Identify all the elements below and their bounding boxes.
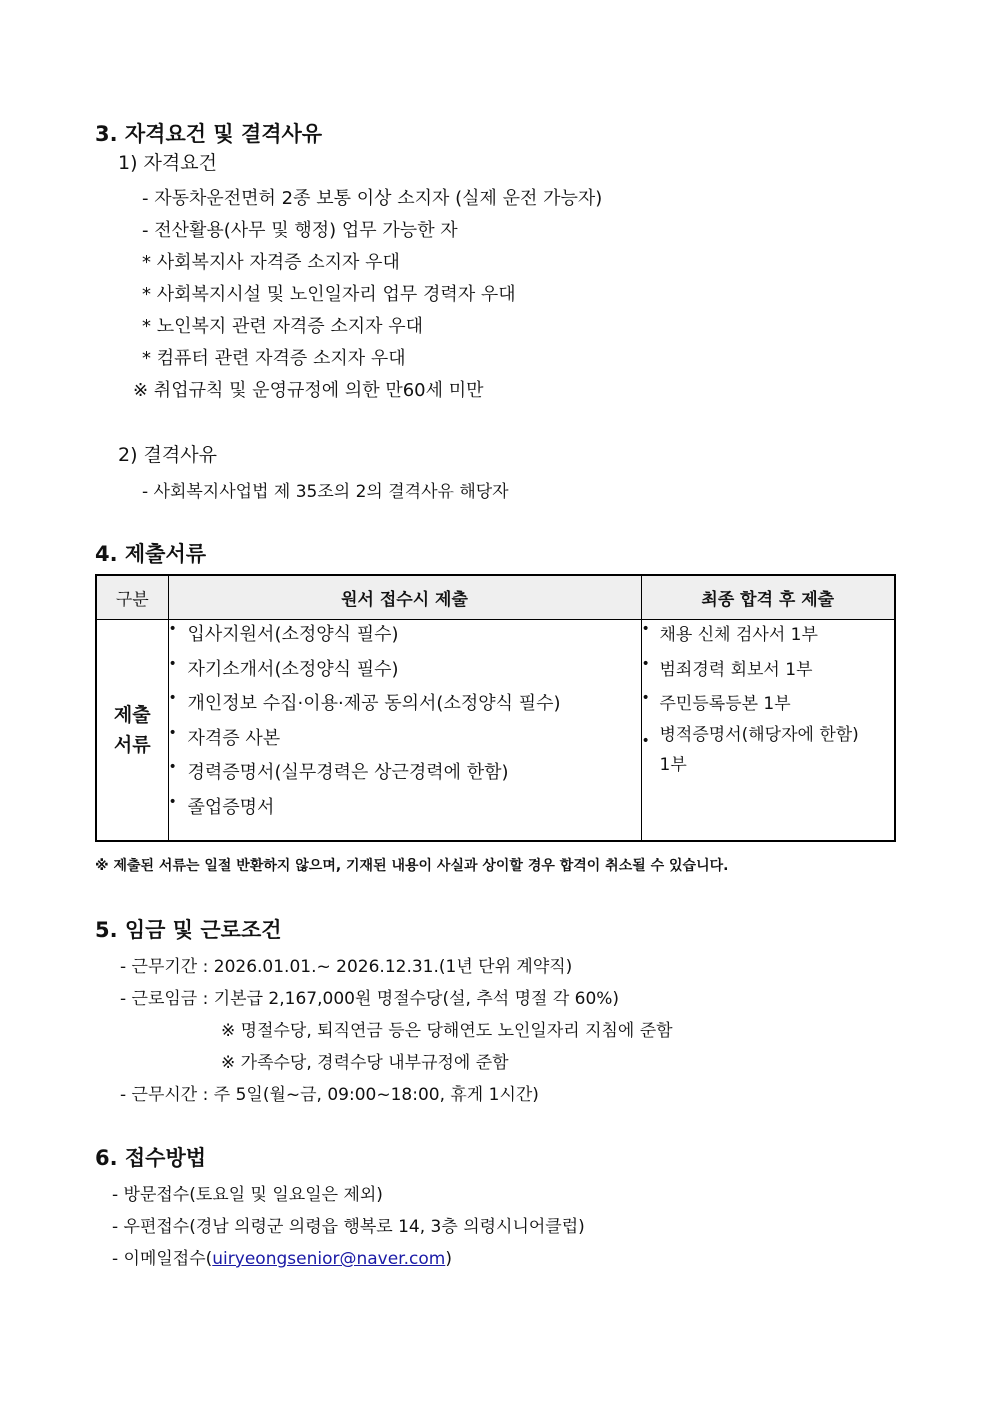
work-period: - 근무기간 : 2026.01.01.~ 2026.12.31.(1년 단위 계약직)	[120, 957, 573, 977]
application-docs-cell	[168, 620, 641, 842]
bullet-icon: •	[641, 690, 650, 706]
bullet-icon: •	[168, 690, 177, 706]
list-item: • 범죄경력 회보서 1부	[641, 655, 813, 680]
wage: - 근로임금 : 기본급 2,167,000원 명절수당(설, 추석 명절 각 60%)	[120, 989, 620, 1009]
disqualification-item: - 사회복지사업법 제 35조의 2의 결격사유 해당자	[142, 482, 509, 502]
qualification-item: * 노인복지 관련 자격증 소지자 우대	[142, 316, 424, 337]
email-link[interactable]: uiryeongsenior@naver.com	[212, 1249, 446, 1269]
bullet-icon: •	[168, 724, 177, 741]
qualification-title: 1) 자격요건	[118, 152, 217, 174]
bullet-icon: •	[168, 655, 177, 672]
visit-submission: - 방문접수(토요일 및 일요일은 제외)	[112, 1185, 383, 1205]
email-submission	[112, 1244, 452, 1269]
table-note: ※ 제출된 서류는 일절 반환하지 않으며, 기재된 내용이 사실과 상이할 경우 합격이 취소될 수 있습니다.	[95, 858, 729, 874]
age-note: ※ 취업규칙 및 운영규정에 의한 만60세 미만	[133, 380, 484, 401]
qualification-item: * 컴퓨터 관련 자격증 소지자 우대	[142, 348, 406, 369]
email-prefix: - 이메일접수(	[112, 1249, 213, 1269]
list-item: • 병적증명서(해당자에 한함) 1부	[641, 724, 859, 775]
bullet-icon: •	[168, 793, 177, 810]
documents-table	[95, 574, 896, 842]
section-6-title: 6. 접수방법	[95, 1146, 207, 1170]
qualification-item: * 사회복지시설 및 노인일자리 업무 경력자 우대	[142, 284, 516, 305]
bullet-icon: •	[641, 732, 650, 749]
qualification-item: * 사회복지사 자격증 소지자 우대	[142, 252, 400, 273]
list-item: • 주민등록등본 1부	[641, 690, 791, 714]
wage-note: ※ 가족수당, 경력수당 내부규정에 준함	[221, 1053, 509, 1073]
table-header-application: 원서 접수시 제출	[168, 575, 641, 620]
list-item: • 경력증명서(실무경력은 상근경력에 한함)	[168, 759, 509, 783]
list-item: • 졸업증명서	[168, 793, 275, 818]
wage-note: ※ 명절수당, 퇴직연금 등은 당해연도 노인일자리 지침에 준함	[221, 1021, 673, 1041]
section-3-title: 3. 자격요건 및 결격사유	[95, 122, 323, 146]
final-docs-cell	[641, 620, 895, 842]
section-5-title: 5. 임금 및 근로조건	[95, 918, 282, 942]
mail-submission: - 우편접수(경남 의령군 의령읍 행복로 14, 3층 의령시니어클럽)	[112, 1217, 585, 1237]
list-item: • 개인정보 수집·이용·제공 동의서(소정양식 필수)	[168, 690, 561, 714]
row-label-line: 서류	[113, 734, 151, 756]
bullet-icon: •	[641, 655, 650, 672]
bullet-icon: •	[641, 621, 650, 637]
list-item: • 자기소개서(소정양식 필수)	[168, 655, 399, 680]
list-item: • 채용 신체 검사서 1부	[641, 621, 818, 645]
qualification-item: - 전산활용(사무 및 행정) 업무 가능한 자	[142, 220, 458, 241]
row-label	[96, 620, 168, 842]
bullet-icon: •	[168, 621, 177, 637]
bullet-icon: •	[168, 759, 177, 775]
row-label-line: 제출	[113, 704, 151, 726]
list-item: • 자격증 사본	[168, 724, 281, 749]
qualification-item: - 자동차운전면허 2종 보통 이상 소지자 (실제 운전 가능자)	[142, 188, 603, 209]
list-item: • 입사지원서(소정양식 필수)	[168, 621, 399, 645]
disqualification-title: 2) 결격사유	[118, 444, 217, 466]
email-suffix: )	[445, 1249, 452, 1269]
work-hours: - 근무시간 : 주 5일(월~금, 09:00~18:00, 휴게 1시간)	[120, 1085, 539, 1105]
table-header-category: 구분	[96, 575, 168, 620]
section-4-title: 4. 제출서류	[95, 542, 207, 566]
table-header-final: 최종 합격 후 제출	[641, 575, 895, 620]
